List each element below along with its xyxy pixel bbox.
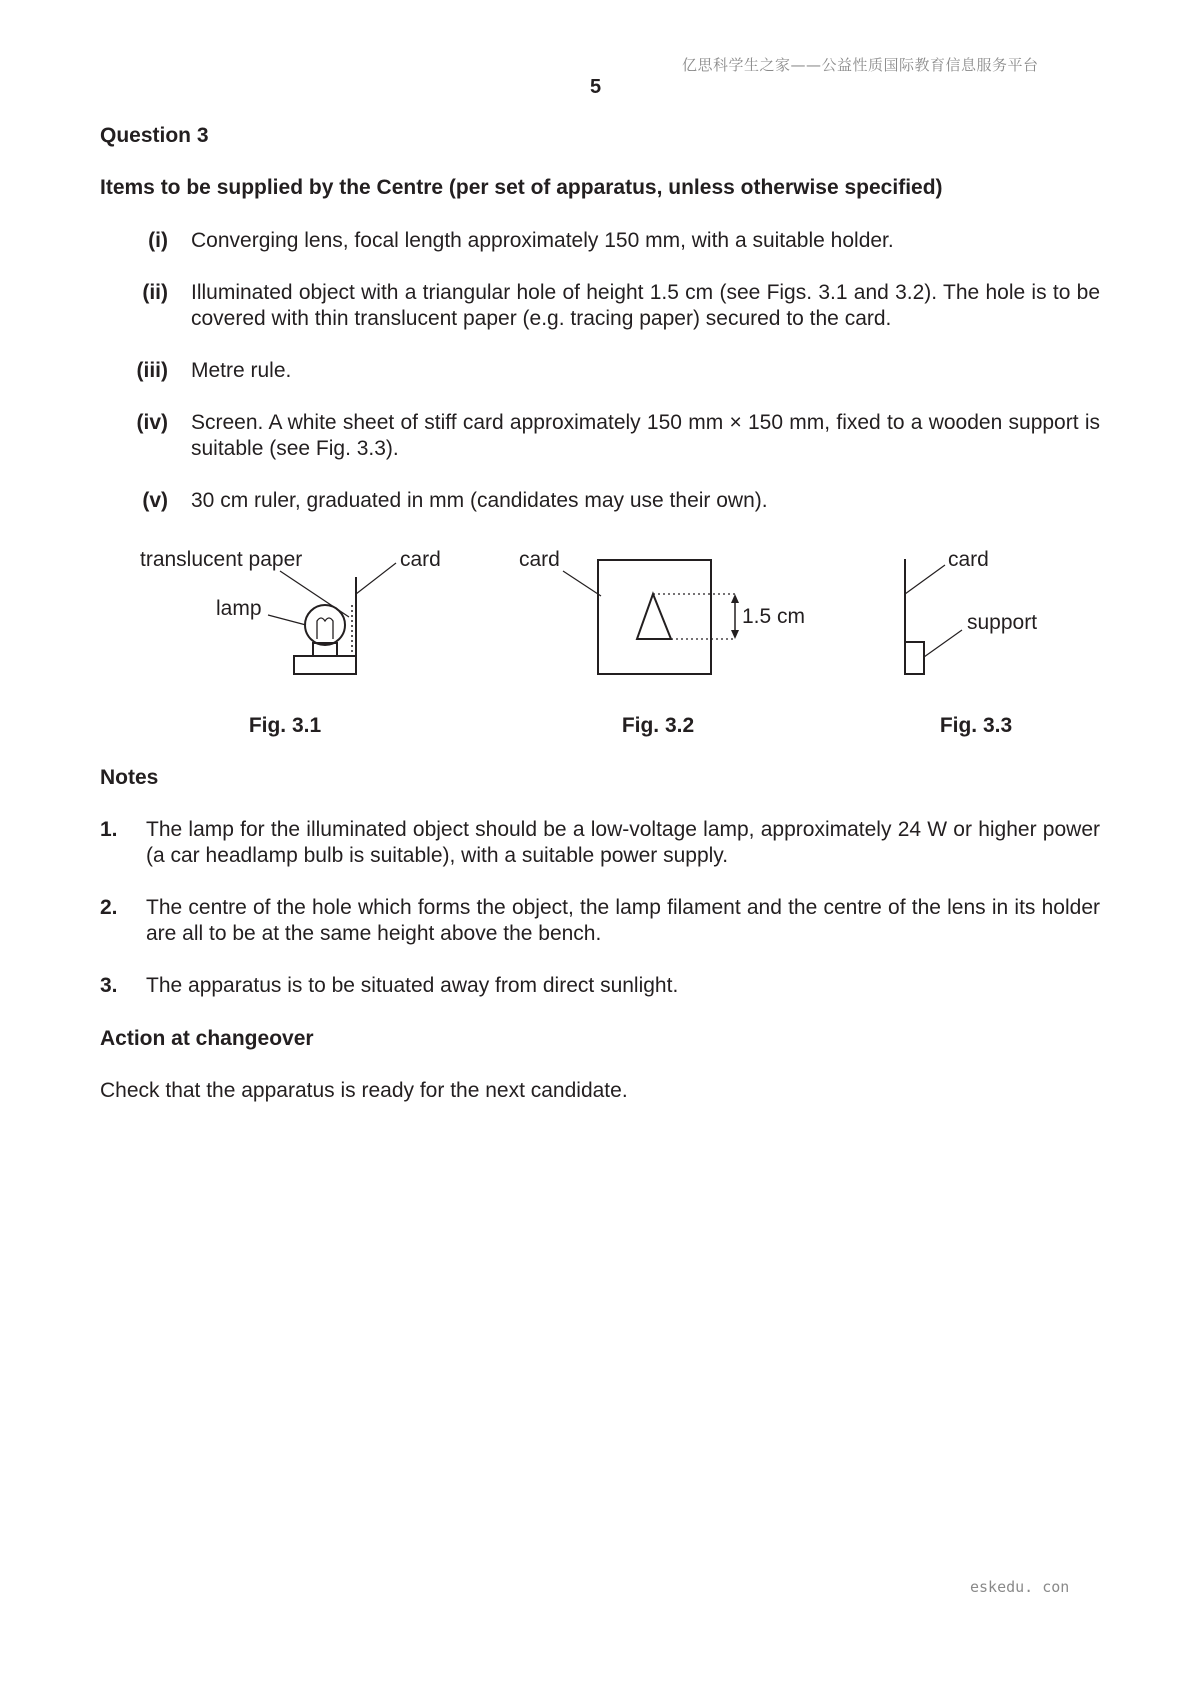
fig-caption: Fig. 3.2 — [621, 714, 695, 737]
label-lamp: lamp — [216, 597, 262, 620]
fig-3-3 — [905, 548, 1037, 737]
support-block — [905, 642, 924, 674]
note-text: The apparatus is to be situated away from direct sunlight. — [146, 974, 679, 997]
page-number: 5 — [589, 76, 602, 98]
note-mark: 3. — [100, 974, 118, 997]
label-translucent-paper: translucent paper — [140, 548, 303, 571]
label-height: 1.5 cm — [742, 605, 806, 628]
lamp-base — [294, 656, 356, 674]
label-support: support — [967, 611, 1038, 634]
leader-line — [563, 571, 601, 596]
item-mark: (v) — [142, 489, 168, 512]
card-square — [598, 560, 711, 674]
changeover-title: Action at changeover — [100, 1027, 314, 1050]
changeover-text: Check that the apparatus is ready for the next candidate. — [100, 1079, 628, 1102]
items-heading: Items to be supplied by the Centre (per set of apparatus, unless otherwise specified) — [100, 176, 943, 199]
label-card: card — [948, 548, 989, 571]
fig-caption: Fig. 3.3 — [939, 714, 1013, 737]
triangle-hole-icon — [637, 594, 671, 639]
item-text: Metre rule. — [191, 359, 292, 382]
filament-icon — [317, 618, 333, 639]
note-text: The centre of the hole which forms the object, the lamp filament and the centre of the lens in its holder are all to be at the same height above the bench. — [146, 896, 1100, 945]
footer-site: eskedu. con — [970, 1578, 1070, 1596]
question-title: Question 3 — [100, 124, 209, 147]
watermark-text: 亿思科学生之家——公益性质国际教育信息服务平台 — [682, 56, 1039, 74]
label-card: card — [519, 548, 560, 571]
leader-line — [268, 615, 306, 625]
item-text: Illuminated object with a triangular hole of height 1.5 cm (see Figs. 3.1 and 3.2). The hole is to be covered with thin translucent paper (e.g. tracing paper) secured to the card. — [191, 281, 1100, 330]
lamp-bulb-icon — [305, 605, 345, 645]
item-mark: (iv) — [136, 411, 168, 434]
note-mark: 2. — [100, 896, 118, 919]
label-card: card — [400, 548, 441, 571]
item-mark: (ii) — [142, 281, 168, 304]
note-text: The lamp for the illuminated object should be a low-voltage lamp, approximately 24 W or higher power (a car headlamp bulb is suitable), with a suitable power supply. — [146, 818, 1100, 867]
notes-title: Notes — [100, 766, 159, 789]
leader-line — [356, 563, 396, 594]
apparatus-figures — [0, 535, 1191, 745]
item-text: Converging lens, focal length approximately 150 mm, with a suitable holder. — [191, 229, 894, 252]
leader-line — [924, 630, 962, 657]
leader-line — [905, 565, 945, 594]
item-text: Screen. A white sheet of stiff card approximately 150 mm × 150 mm, fixed to a wooden support is suitable (see Fig. 3.3). — [191, 411, 1100, 460]
fig-3-2 — [519, 548, 805, 737]
item-text: 30 cm ruler, graduated in mm (candidates may use their own). — [191, 489, 768, 512]
fig-3-1 — [140, 548, 441, 737]
item-mark: (i) — [148, 229, 168, 252]
arrow-up-icon — [731, 594, 739, 603]
item-mark: (iii) — [136, 359, 168, 382]
arrow-down-icon — [731, 630, 739, 639]
note-mark: 1. — [100, 818, 118, 841]
fig-caption: Fig. 3.1 — [248, 714, 322, 737]
